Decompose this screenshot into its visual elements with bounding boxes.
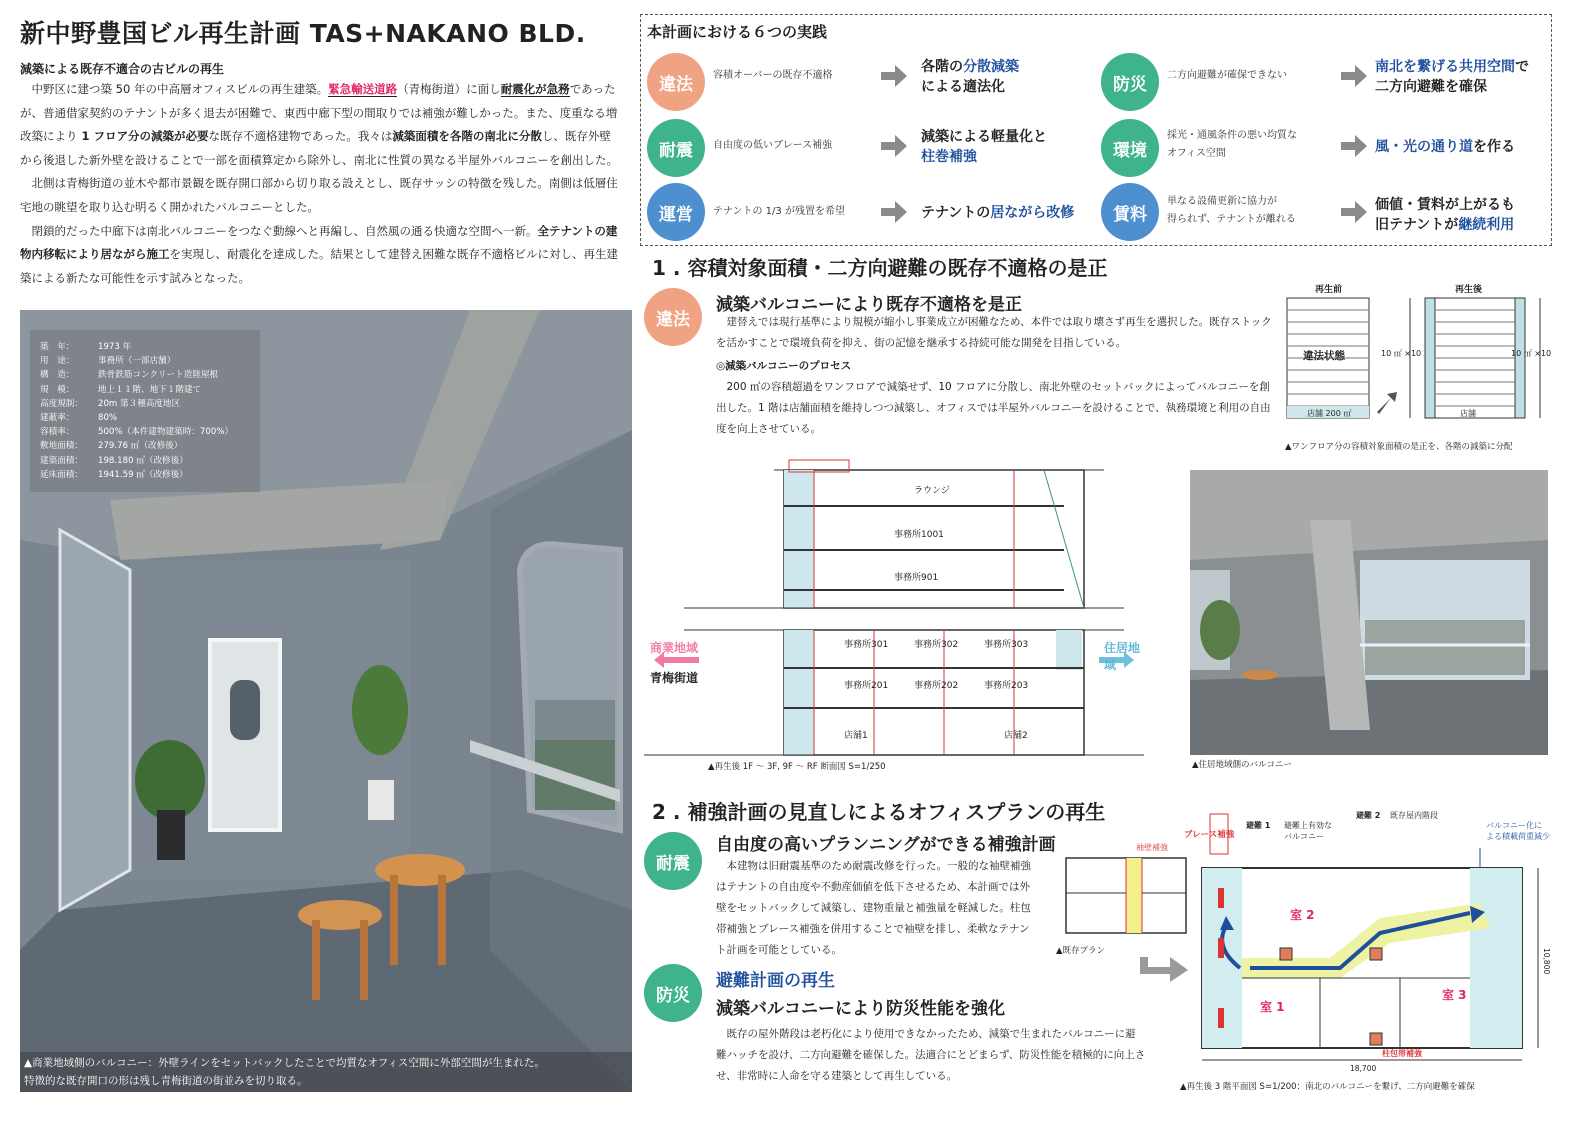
solution-disaster: 南北を繋げる共用空間で 二方向避難を確保 — [1375, 59, 1529, 95]
room-2-label: 室 2 — [1290, 908, 1315, 922]
section-1-paragraph: 建替えでは現行基準により規模が縮小し事業成立が困難なため、本件では取り壊さず再生を選択した。既存ストックを活かすことで環境負荷を抑え、街の記憶を継承する持続可能な開発を目指している。 — [716, 316, 1272, 349]
shop-after-label: 店舗 — [1460, 409, 1476, 418]
shop-before-label: 店舗 200 ㎡ — [1307, 409, 1352, 418]
section-linework — [644, 440, 1144, 760]
before-label: 再生前 — [1315, 285, 1343, 295]
spec-row — [40, 340, 250, 354]
left-area-label: 10 ㎡ ×10 — [1381, 349, 1422, 358]
room-label: 店舗2 — [1004, 731, 1028, 741]
section-2-subheading-2a: 避難計画の再生 — [716, 971, 835, 991]
room-3-label: 室 3 — [1442, 988, 1467, 1002]
building-spec-panel — [30, 330, 260, 492]
diagram-caption: ▲ワンフロア分の容積対象面積の是正を、各階の減築に分配 — [1285, 442, 1513, 452]
existing-plan-caption: ▲既存プラン — [1056, 946, 1106, 956]
room-label: 店舗1 — [844, 731, 868, 741]
right-area-label: 10 ㎡ ×10 — [1511, 349, 1552, 358]
spec-value: 198.180 ㎡（改修後） — [98, 455, 188, 466]
spec-key: 建築面積： — [40, 455, 83, 466]
spec-value: 鉄骨鉄筋コンクリート造陸屋根 — [98, 370, 219, 381]
spec-row — [40, 368, 250, 382]
photo-caption-line-1: ▲商業地域側のバルコニー：外壁ラインをセットバックしたことで均質なオフィス空間に外部空間が生まれた。 — [24, 1057, 545, 1069]
process-paragraph: 200 ㎡の容積超過をワンフロアで減築せず、10 フロアに分散し、南北外壁のセットバックによってバルコニーを創出した。1 階は店舗面積を維持しつつ減築し、オフィスでは半屋外バルコニーを設けることで、執務環境と利用の自由度を向上させている。 — [716, 381, 1271, 435]
balcony-load-note: バルコニー化に よる積載荷重減少 — [1486, 821, 1550, 841]
commercial-zone-label: 商業地域 — [650, 641, 699, 655]
spec-value: 20m 第３種高度地区 — [98, 398, 181, 409]
arrow-right-icon — [1341, 135, 1367, 157]
subtitle: 減築による既存不適合の古ビルの再生 — [20, 62, 225, 76]
spec-row — [40, 411, 250, 425]
spec-value: 1973 年 — [98, 342, 132, 352]
after-label: 再生後 — [1455, 285, 1483, 295]
spec-value: 地上１１階、地下１階建て — [98, 384, 202, 395]
spec-row — [40, 383, 250, 397]
spec-key: 高度規制： — [40, 398, 83, 409]
practices-title: 本計画における６つの実践 — [647, 23, 828, 41]
room-label: 事務所901 — [894, 573, 939, 583]
arrow-right-icon — [881, 65, 907, 87]
problem-disaster: 二方向避難が確保できない — [1167, 70, 1287, 81]
column-wrap-label: 柱包帯補強 — [1382, 1049, 1422, 1058]
arrow-right-icon — [881, 201, 907, 223]
spec-key: 延床面積： — [40, 469, 83, 480]
spec-key: 築 年： — [40, 342, 75, 352]
spec-value: 事務所（一部店舗） — [98, 356, 176, 367]
badge-environment: 環境 — [1101, 119, 1159, 177]
badge-rent: 賃料 — [1101, 183, 1159, 241]
plan-height-dimension: 10,800 — [1542, 948, 1551, 975]
room-label: 事務所301 — [844, 640, 889, 650]
third-floor-plan-caption: ▲再生後 3 階平面図 S=1/200：南北のバルコニーを繋げ、二方向避難を確保 — [1180, 1082, 1475, 1092]
spec-value: 80% — [98, 413, 118, 424]
room-label: 事務所202 — [914, 681, 959, 691]
spec-key: 建蔽率： — [40, 413, 75, 424]
balcony-photo-commercial — [20, 310, 632, 1092]
residential-zone-label: 住居地域 — [1104, 641, 1141, 672]
room-label: 事務所303 — [984, 640, 1029, 650]
badge-illegal-section1: 違法 — [644, 288, 702, 346]
third-floor-plan — [1180, 808, 1560, 1100]
evac-1-note: 避難上有効な バルコニー — [1284, 821, 1332, 841]
spec-key: 容積率： — [40, 427, 75, 438]
page-title: 新中野豊国ビル再生計画 TAS+NAKANO BLD. — [20, 19, 586, 48]
existing-plan-drawing — [1056, 838, 1196, 958]
solution-illegal: 各階の分散減築 による適法化 — [921, 59, 1019, 95]
arrow-right-icon — [1341, 65, 1367, 87]
section-drawing-caption: ▲再生後 1F ～ 3F, 9F ～ RF 断面図 S=1/250 — [708, 762, 886, 772]
wing-wall-label: 袖壁補強 — [1136, 843, 1168, 852]
brace-label: ブレース補強 — [1184, 830, 1235, 840]
third-floor-plan-linework — [1180, 808, 1560, 1078]
evac-2-label: 避難 2 — [1356, 811, 1381, 820]
room-label: 事務所203 — [984, 681, 1029, 691]
room-label: 事務所302 — [914, 640, 959, 650]
spec-value: 500%（本件建物建築時：700%） — [98, 427, 234, 438]
badge-operation: 運営 — [647, 183, 705, 241]
plan-width-dimension: 18,700 — [1350, 1064, 1377, 1073]
residential-photo-caption: ▲住居地域側のバルコニー — [1192, 760, 1293, 770]
solution-environment: 風・光の通り道を作る — [1375, 139, 1515, 155]
area-redistribution-diagram — [1285, 282, 1555, 452]
spec-row — [40, 454, 250, 468]
spec-key: 規 模： — [40, 384, 75, 395]
badge-disaster: 防災 — [1101, 53, 1159, 111]
intro-text — [20, 78, 622, 290]
room-1-label: 室 1 — [1260, 1000, 1285, 1014]
badge-seismic: 耐震 — [647, 119, 705, 177]
spec-key: 用 途： — [40, 356, 75, 367]
spec-value: 279.76 ㎡（改修後） — [98, 441, 183, 452]
arrow-right-icon — [1341, 201, 1367, 223]
spec-key: 敷地面積： — [40, 441, 83, 452]
spec-row — [40, 397, 250, 411]
existing-plan-linework — [1056, 838, 1196, 938]
section-2-heading: 2 . 補強計画の見直しによるオフィスプランの再生 — [652, 796, 1105, 825]
problem-seismic: 自由度の低いブレース補強 — [713, 140, 833, 151]
six-practices-box — [640, 14, 1552, 246]
badge-seismic-section2: 耐震 — [644, 832, 702, 890]
balcony-photo-residential — [1190, 470, 1548, 755]
section-2-subheading-2b: 減築バルコニーにより防災性能を強化 — [716, 999, 1005, 1019]
room-label: 事務所1001 — [894, 530, 944, 540]
badge-disaster-section2: 防災 — [644, 964, 702, 1022]
balcony-photo-residential-illustration — [1190, 470, 1548, 755]
illegal-state-label: 違法状態 — [1303, 350, 1345, 362]
section-1-heading: 1 . 容積対象面積・二方向避難の既存不適格の是正 — [652, 252, 1107, 281]
evac-1-label: 避難 1 — [1246, 821, 1271, 830]
seismic-paragraph: 本建物は旧耐震基準のため耐震改修を行った。一般的な袖壁補強はテナントの自由度や不動産価値を低下させるため、本計画では外壁をセットバックして減築し、建物重量と補強量を軽減した。柱包帯補強とブレース補強を併用することで袖壁を排し、柔軟なテナント計画を可能としている。 — [716, 860, 1031, 956]
spec-row — [40, 354, 250, 368]
problem-rent: 単なる設備更新に協力が 得られず、テナントが離れる — [1167, 196, 1296, 225]
problem-environment: 採光・通風条件の悪い均質な オフィス空間 — [1167, 130, 1297, 159]
intro-paragraph-1: 中野区に建つ築 50 年の中高層オフィスビルの再生建築。緊急輸送道路（青梅街道）に面し耐震化が急務であったが、普通借家契約のテナントが多く退去が困難で、東西中廊下型の間取りでは補強が難しかった。また、度重なる増改築により 1 フロア分の減築が必要な既存不適格建物であった。我々は減築面積を各階の南北に分散し、既存外壁から後退した新外壁を設けることで一部を面積算定から除外し、南北に性質の異なる半屋外バルコニーを創出した。 — [20, 82, 618, 167]
photo-caption-commercial — [20, 1052, 632, 1092]
disaster-paragraph: 既存の屋外階段は老朽化により使用できなかったため、減築で生まれたバルコニーに避難ハッチを設け、二方向避難を確保した。法適合にとどまらず、防災性能を積極的に向上させ、非常時に人命を守る建築として再生している。 — [716, 1028, 1146, 1082]
photo-caption-line-2: 特徴的な既存開口の形は残し青梅街道の街並みを切り取る。 — [24, 1075, 308, 1087]
process-title: ◎減築バルコニーのプロセス — [716, 360, 852, 372]
problem-illegal: 容積オーバーの既存不適格 — [713, 70, 833, 81]
spec-key: 構 造： — [40, 370, 75, 381]
arrow-right-icon — [881, 135, 907, 157]
intro-paragraph-3: 閉鎖的だった中廊下は南北バルコニーをつなぐ動線へと再編し、自然風の通る快適な空間へ一新。全テナントの建物内移転により居ながら施工を実現し、耐震化を達成した。結果として建替え困難な既存不適格ビルに対し、再生建築による新たな可能性を示す試みとなった。 — [20, 223, 618, 285]
room-label: ラウンジ — [914, 486, 950, 496]
spec-row — [40, 468, 250, 482]
room-label: 事務所201 — [844, 681, 889, 691]
badge-illegal: 違法 — [647, 53, 705, 111]
section-2-subheading-1: 自由度の高いプランニングができる補強計画 — [716, 835, 1056, 855]
intro-paragraph-2: 北側は青梅街道の並木や都市景観を既存開口部から切り取る設えとし、既存サッシの特徴を残した。南側は低層住宅地の眺望を取り込む明るく開かれたバルコニーとした。 — [20, 176, 618, 214]
street-label: 青梅街道 — [650, 671, 699, 685]
spec-value: 1941.59 ㎡（改修後） — [98, 469, 188, 480]
solution-seismic: 減築による軽量化と 柱巻補強 — [921, 129, 1047, 165]
evac-2-note: 既存屋内階段 — [1390, 811, 1438, 820]
solution-rent: 価値・賃料が上がるも 旧テナントが継続利用 — [1375, 197, 1515, 233]
problem-operation: テナントの 1/3 が残置を希望 — [713, 206, 845, 217]
spec-row — [40, 439, 250, 453]
solution-operation: テナントの居ながら改修 — [921, 205, 1075, 221]
section-1-subheading: 減築バルコニーにより既存不適格を是正 — [716, 295, 1022, 315]
spec-row — [40, 425, 250, 439]
building-section-drawing — [644, 440, 1144, 775]
